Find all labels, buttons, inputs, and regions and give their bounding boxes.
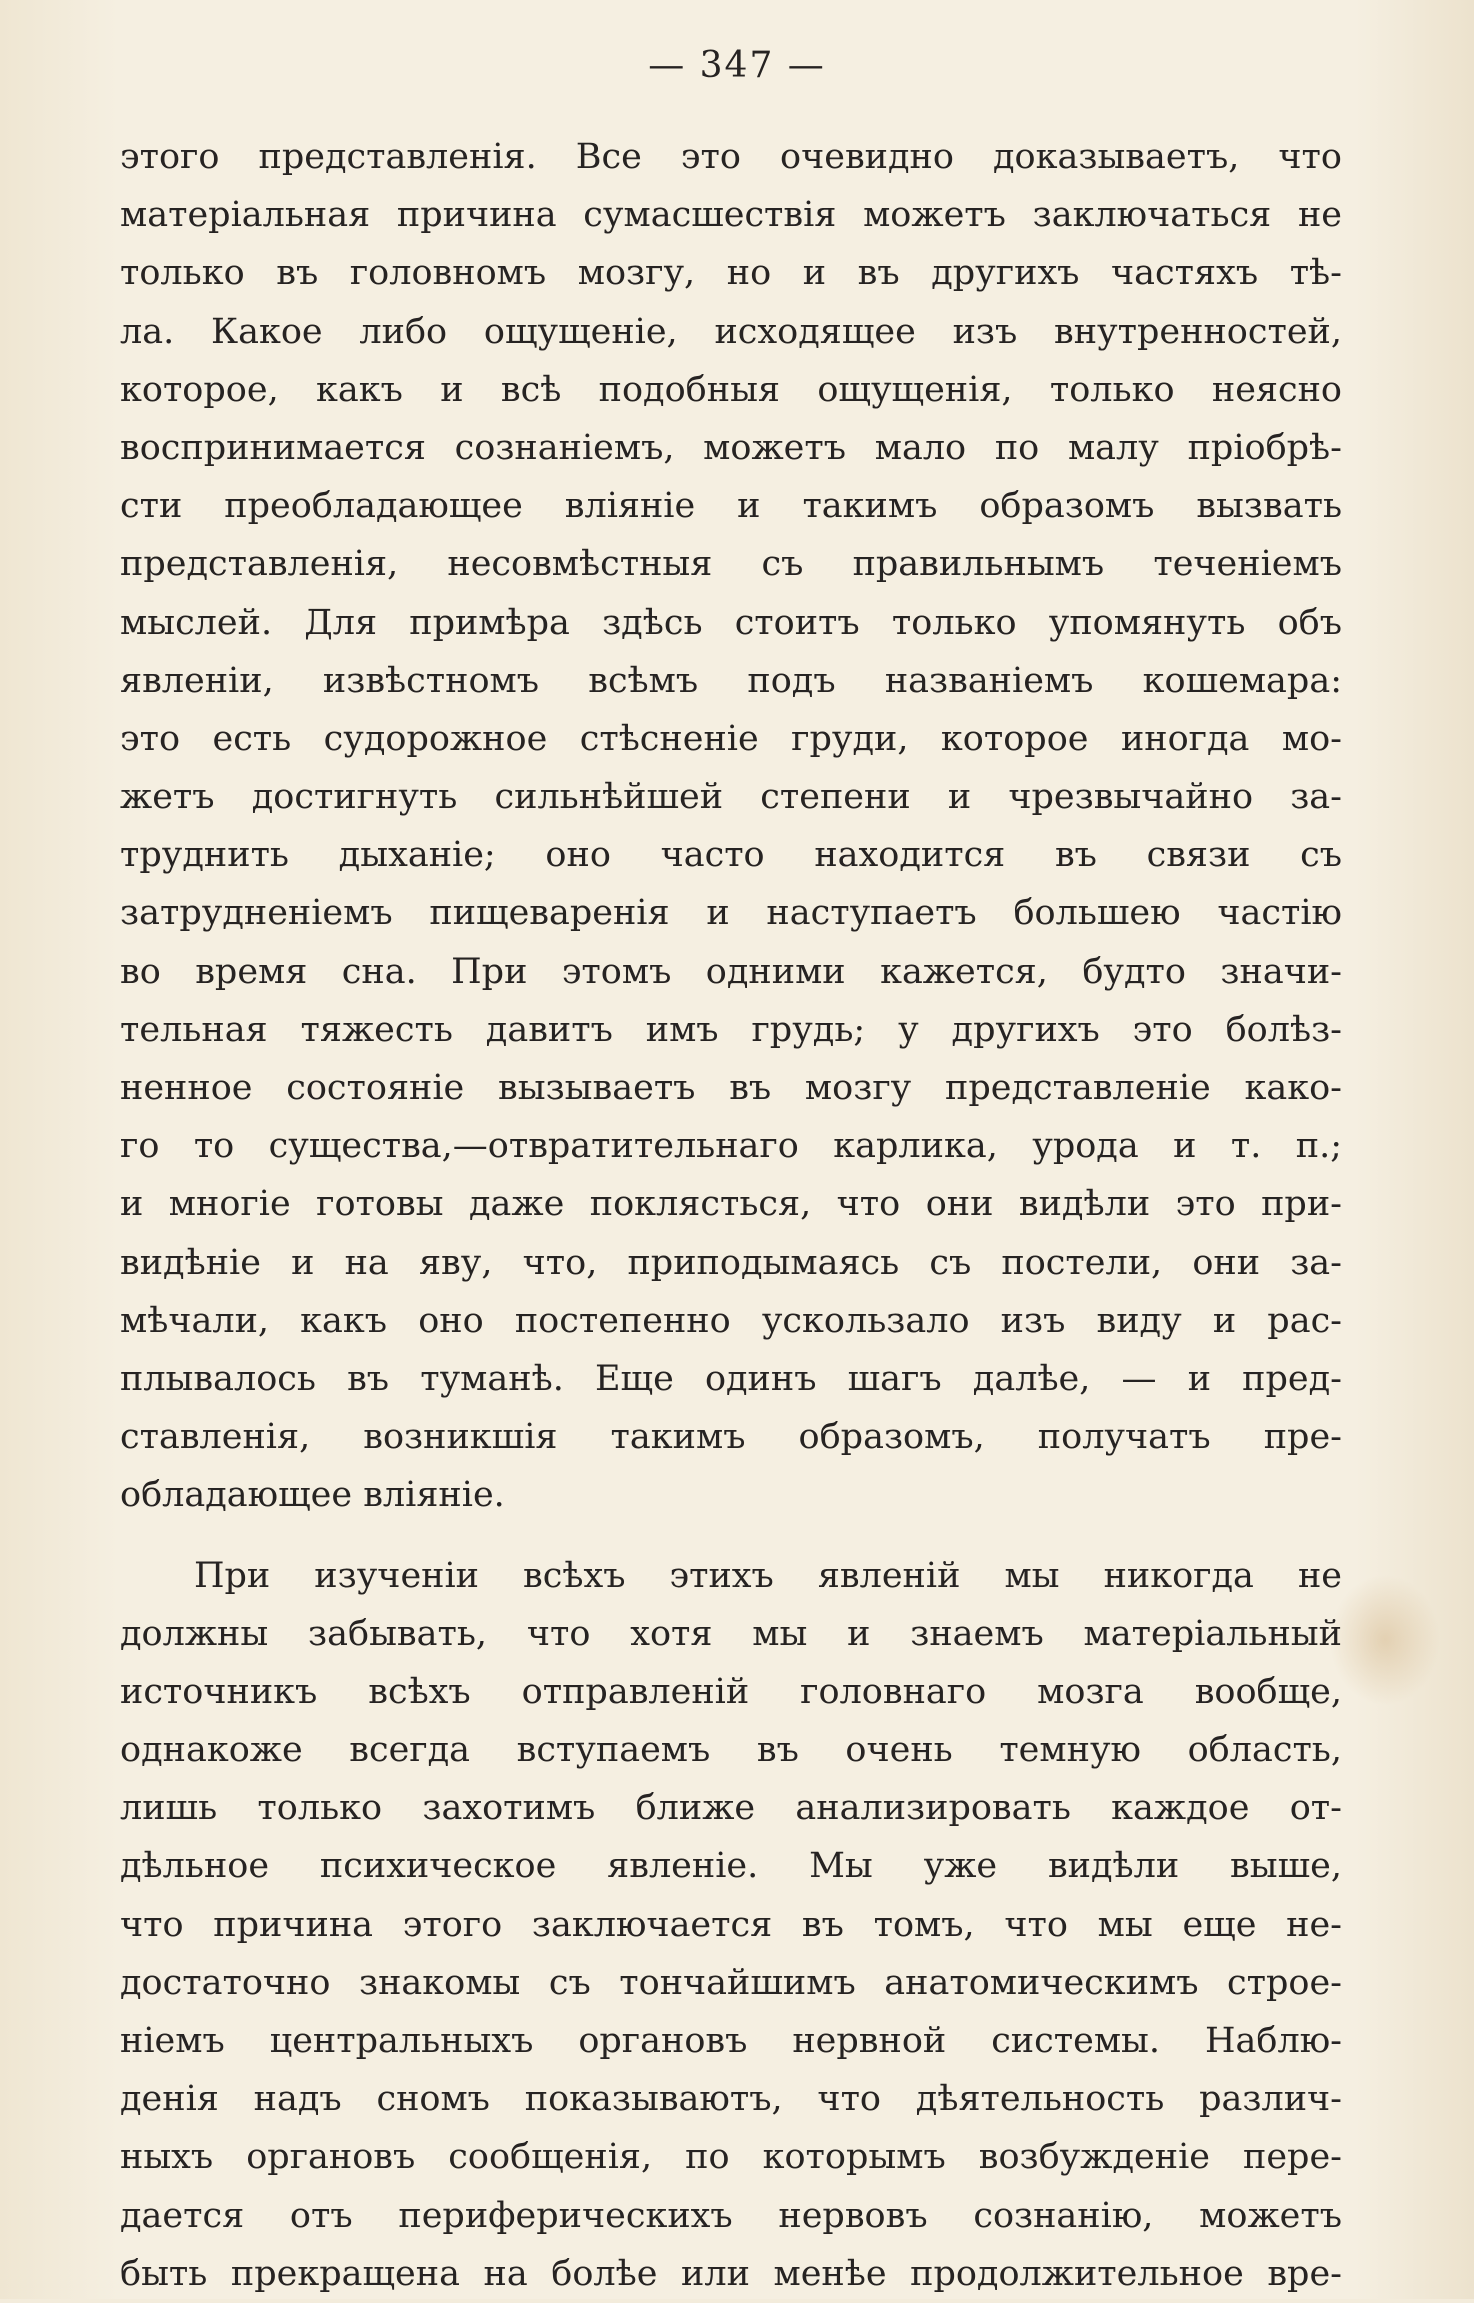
text-line: достаточно знакомы съ тончайшимъ анатомическимъ строе- <box>120 1962 1342 2003</box>
text-line: однакоже всегда вступаемъ въ очень темную область, <box>120 1730 1342 1771</box>
text-line: сти преобладающее вліяніе и такимъ образомъ вызвать <box>120 486 1342 527</box>
text-line: лишь только захотимъ ближе анализировать каждое от- <box>120 1788 1342 1829</box>
text-line: быть прекращена на болѣе или менѣе продолжительное вре- <box>120 2253 1342 2294</box>
body-text <box>120 128 1342 2303</box>
text-line: труднить дыханіе; оно часто находится въ связи съ <box>120 835 1342 876</box>
text-line: дѣльное психическое явленіе. Мы уже видѣли выше, <box>120 1846 1342 1887</box>
text-line: только въ головномъ мозгу, но и въ другихъ частяхъ тѣ- <box>120 253 1342 294</box>
text-line: которое, какъ и всѣ подобныя ощущенія, только неясно <box>120 369 1342 410</box>
paragraph <box>120 1547 1342 2303</box>
text-line: плывалось въ туманѣ. Еще одинъ шагъ далѣе, — и пред- <box>120 1358 1342 1399</box>
text-line: ставленія, возникшія такимъ образомъ, получатъ пре- <box>120 1417 1342 1458</box>
text-line: мѣчали, какъ оно постепенно ускользало изъ виду и рас- <box>120 1300 1342 1341</box>
text-line: видѣніе и на яву, что, приподымаясь съ постели, они за- <box>120 1242 1342 1283</box>
text-line: денія надъ сномъ показываютъ, что дѣятельность различ- <box>120 2079 1342 2120</box>
text-line: это есть судорожное стѣсненіе груди, которое иногда мо- <box>120 718 1342 759</box>
text-line: явленіи, извѣстномъ всѣмъ подъ названіемъ кошемара: <box>120 660 1342 701</box>
text-line: представленія, несовмѣстныя съ правильнымъ теченіемъ <box>120 544 1342 585</box>
text-line: ныхъ органовъ сообщенія, по которымъ возбужденіе пере- <box>120 2137 1342 2178</box>
text-line: этого представленія. Все это очевидно доказываетъ, что <box>120 137 1342 177</box>
page-number: — 347 — <box>648 45 826 86</box>
text-line: воспринимается сознаніемъ, можетъ мало по малу пріобрѣ- <box>120 427 1342 468</box>
text-line: дается отъ периферическихъ нервовъ сознанію, можетъ <box>120 2195 1342 2236</box>
text-line: ненное состояніе вызываетъ въ мозгу представленіе како- <box>120 1068 1342 1108</box>
text-line: матеріальная причина сумасшествія можетъ заключаться не <box>120 195 1342 236</box>
text-line: должны забывать, что хотя мы и знаемъ матеріальный <box>120 1613 1342 1654</box>
text-line: источникъ всѣхъ отправленій головнаго мозга вообще, <box>120 1671 1342 1712</box>
text-line: и многіе готовы даже поклясться, что они видѣли это при- <box>120 1184 1342 1225</box>
text-line: что причина этого заключается въ томъ, что мы еще не- <box>120 1904 1342 1945</box>
text-line: мыслей. Для примѣра здѣсь стоитъ только упомянуть объ <box>120 602 1342 643</box>
text-line: во время сна. При этомъ одними кажется, будто значи- <box>120 951 1342 992</box>
text-line: ла. Какое либо ощущеніе, исходящее изъ внутренностей, <box>120 311 1342 352</box>
paragraph-gap <box>120 1525 1342 1547</box>
text-line: обладающее вліяніе. <box>120 1475 505 1516</box>
text-line: жетъ достигнуть сильнѣйшей степени и чрезвычайно за- <box>120 777 1342 818</box>
text-line: тельная тяжесть давитъ имъ грудь; у другихъ это болѣз- <box>120 1009 1342 1050</box>
paragraph <box>120 128 1342 1525</box>
text-line: го то существа,—отвратительнаго карлика, урода и т. п.; <box>120 1126 1342 1167</box>
text-line: затрудненіемъ пищеваренія и наступаетъ большею частію <box>120 893 1342 934</box>
text-line: ніемъ центральныхъ органовъ нервной системы. Наблю- <box>120 2021 1342 2061</box>
text-line: При изученіи всѣхъ этихъ явленій мы никогда не <box>194 1555 1342 1596</box>
